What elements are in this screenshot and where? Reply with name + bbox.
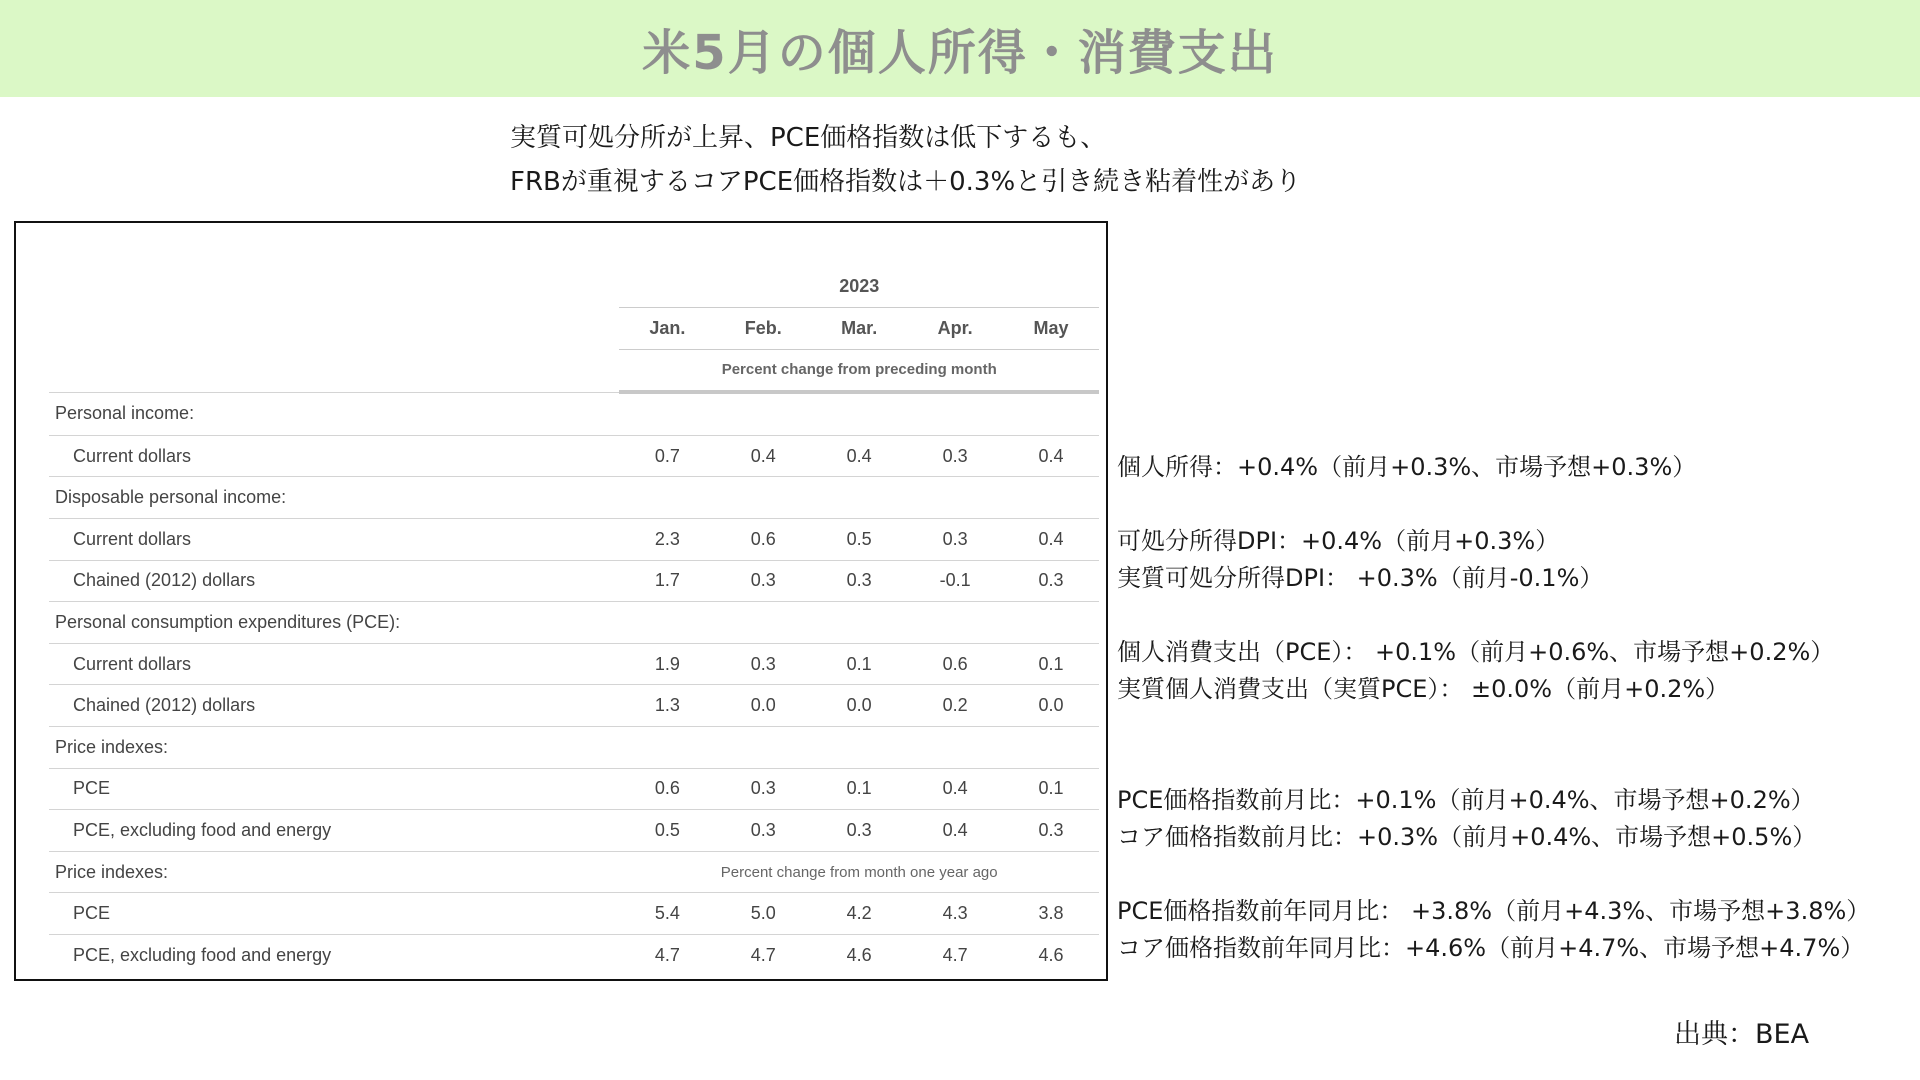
value-cell: 0.6 [907,643,1003,685]
note-core-price-mom: コア価格指数前月比：+0.3%（前月+0.4%、市場予想+0.5%） [1117,823,1817,851]
value-cell: 4.2 [811,893,907,935]
value-cell: 0.1 [1003,768,1099,810]
section-label: Personal consumption expenditures (PCE): [49,602,619,644]
table-row [49,685,1099,727]
value-cell: 0.3 [715,768,811,810]
pct-header-yoy: Percent change from month one year ago [619,851,1099,893]
value-cell: 4.7 [907,934,1003,975]
value-cell: 0.1 [1003,643,1099,685]
table-row [49,643,1099,685]
value-cell: 0.0 [1003,685,1099,727]
value-cell: 1.3 [619,685,715,727]
pct-header-row [49,349,1099,392]
year-header: 2023 [839,275,880,296]
row-label: Current dollars [49,435,619,477]
value-cell: 0.3 [811,560,907,602]
table-row [49,810,1099,852]
value-cell: 5.4 [619,893,715,935]
table-row [49,392,1099,435]
value-cell: 0.6 [715,518,811,560]
value-cell: -0.1 [907,560,1003,602]
month-header: Apr. [907,308,1003,350]
note-pce-price-mom: PCE価格指数前月比：+0.1%（前月+0.4%、市場予想+0.2%） [1117,786,1815,814]
value-cell: 1.9 [619,643,715,685]
value-cell: 0.4 [715,435,811,477]
row-label: PCE, excluding food and energy [49,934,619,975]
value-cell: 0.4 [1003,518,1099,560]
value-cell: 3.8 [1003,893,1099,935]
subtitle [510,116,1810,204]
section-label: Personal income: [49,392,619,435]
value-cell: 0.0 [811,685,907,727]
value-cell: 0.4 [907,768,1003,810]
month-header: Mar. [811,308,907,350]
subtitle-line-1: 実質可処分所が上昇、PCE価格指数は低下するも、 [510,123,1107,153]
table-row [49,934,1099,975]
value-cell: 0.3 [1003,560,1099,602]
table-row [49,602,1099,644]
value-cell: 0.3 [907,518,1003,560]
row-label: PCE [49,893,619,935]
bea-table [49,265,1099,976]
table-row [49,435,1099,477]
value-cell: 5.0 [715,893,811,935]
subtitle-line-2: FRBが重視するコアPCE価格指数は＋0.3%と引き続き粘着性があり [510,167,1302,197]
value-cell: 0.1 [811,643,907,685]
value-cell: 4.7 [619,934,715,975]
value-cell: 0.3 [811,810,907,852]
note-personal-income: 個人所得：+0.4%（前月+0.3%、市場予想+0.3%） [1117,453,1697,481]
value-cell: 0.3 [907,435,1003,477]
value-cell: 4.6 [1003,934,1099,975]
note-pce: 個人消費支出（PCE）： +0.1%（前月+0.6%、市場予想+0.2%） [1117,638,1835,666]
row-label: PCE, excluding food and energy [49,810,619,852]
table-row [49,560,1099,602]
note-core-price-yoy: コア価格指数前年同月比：+4.6%（前月+4.7%、市場予想+4.7%） [1117,934,1865,962]
title-bar [0,0,1920,97]
table-row [49,893,1099,935]
month-header: May [1003,308,1099,350]
table-row [49,851,1099,893]
year-header-row [49,265,1099,308]
bea-table-frame [14,221,1108,981]
value-cell: 1.7 [619,560,715,602]
value-cell: 4.6 [811,934,907,975]
source-note: 出典：BEA [1674,1019,1810,1050]
table-row [49,768,1099,810]
row-label: PCE [49,768,619,810]
value-cell: 0.5 [619,810,715,852]
value-cell: 0.5 [811,518,907,560]
value-cell: 0.3 [715,643,811,685]
value-cell: 0.3 [715,810,811,852]
value-cell: 0.0 [715,685,811,727]
row-label: Current dollars [49,518,619,560]
value-cell: 0.4 [1003,435,1099,477]
value-cell: 0.2 [907,685,1003,727]
value-cell: 0.3 [715,560,811,602]
section-label: Disposable personal income: [49,477,619,519]
value-cell: 0.6 [619,768,715,810]
note-dpi: 可処分所得DPI：+0.4%（前月+0.3%） [1117,527,1560,555]
value-cell: 0.4 [811,435,907,477]
note-real-dpi: 実質可処分所得DPI： +0.3%（前月-0.1%） [1117,564,1604,592]
section-label: Price indexes: [49,726,619,768]
value-cell: 2.3 [619,518,715,560]
empty-cell [619,477,1099,519]
value-cell: 0.1 [811,768,907,810]
row-label: Chained (2012) dollars [49,560,619,602]
empty-cell [619,392,1099,435]
table-row [49,477,1099,519]
month-header: Jan. [619,308,715,350]
note-real-pce: 実質個人消費支出（実質PCE）： ±0.0%（前月+0.2%） [1117,675,1730,703]
pct-header: Percent change from preceding month [619,349,1099,392]
value-cell: 0.7 [619,435,715,477]
month-header: Feb. [715,308,811,350]
note-pce-price-yoy: PCE価格指数前年同月比： +3.8%（前月+4.3%、市場予想+3.8%） [1117,897,1871,925]
empty-cell [619,602,1099,644]
value-cell: 0.3 [1003,810,1099,852]
table-row [49,518,1099,560]
empty-cell [619,726,1099,768]
row-label: Current dollars [49,643,619,685]
value-cell: 4.3 [907,893,1003,935]
month-header-row [49,308,1099,350]
section-label: Price indexes: [49,851,619,893]
row-label: Chained (2012) dollars [49,685,619,727]
value-cell: 4.7 [715,934,811,975]
page-title: 米5月の個人所得・消費支出 [642,25,1278,81]
value-cell: 0.4 [907,810,1003,852]
table-row [49,726,1099,768]
